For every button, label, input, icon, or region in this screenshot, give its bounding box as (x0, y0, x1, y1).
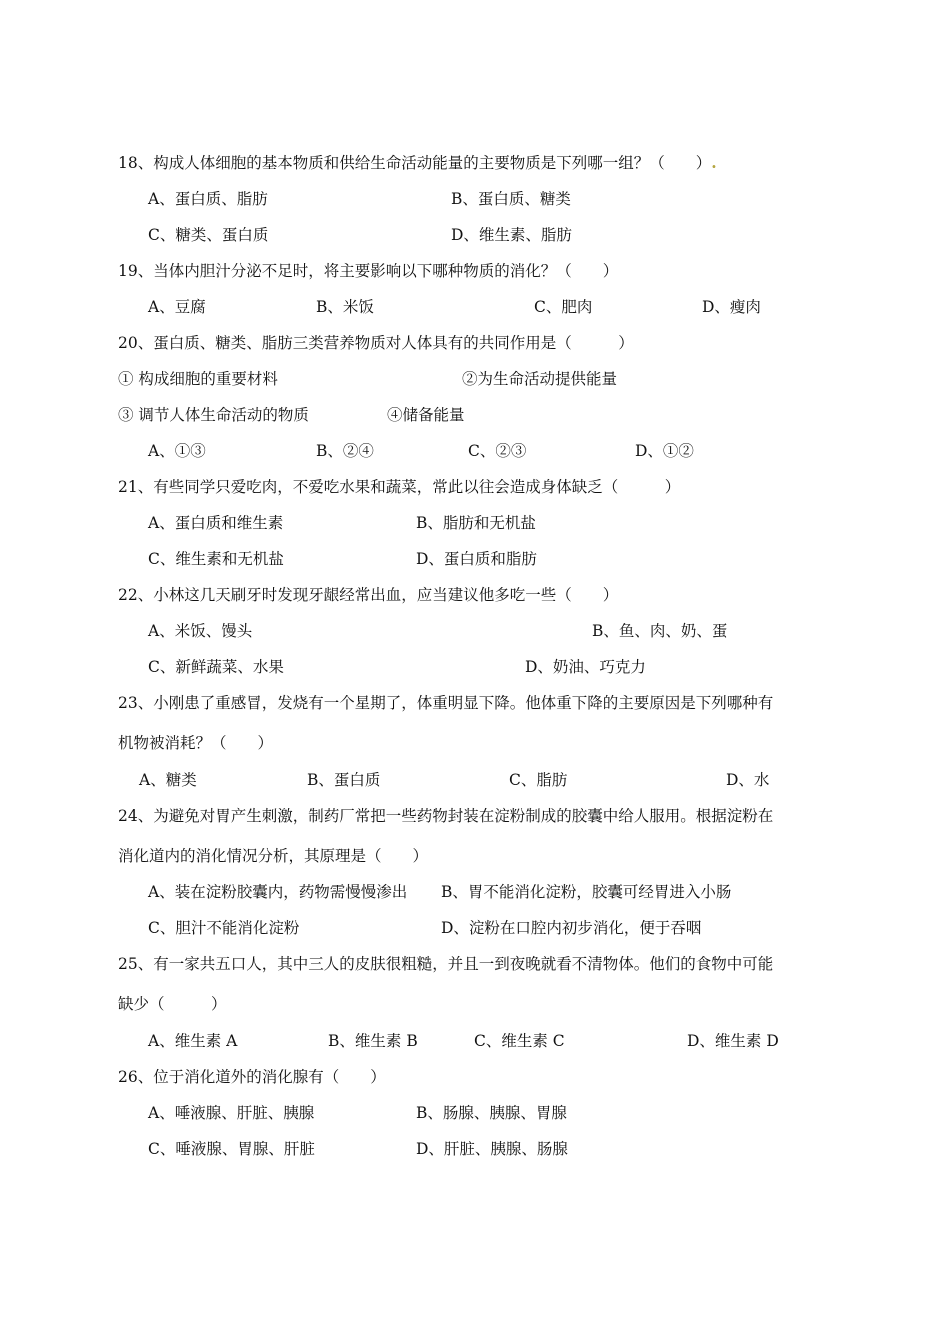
question-24-stem: 24、为避免对胃产生刺激，制药厂常把一些药物封装在淀粉制成的胶囊中给人服用。根据淀粉在 (118, 807, 774, 825)
question-19-stem: 19、当体内胆汁分泌不足时，将主要影响以下哪种物质的消化？（ ） (118, 262, 619, 280)
question-20-item-1: ① 构成细胞的重要材料 (118, 370, 278, 388)
question-26-option-b: B、肠腺、胰腺、胃腺 (416, 1104, 567, 1122)
question-23-option-a: A、糖类 (139, 771, 197, 789)
question-23-option-b: B、蛋白质 (307, 771, 381, 789)
question-26-option-a: A、唾液腺、肝脏、胰腺 (148, 1104, 315, 1122)
question-21-stem: 21、有些同学只爱吃肉，不爱吃水果和蔬菜，常此以往会造成身体缺乏（ ） (118, 478, 681, 496)
question-24-stem-continued: 消化道内的消化情况分析，其原理是（ ） (118, 847, 429, 865)
question-22-option-d: D、奶油、巧克力 (525, 658, 646, 676)
question-26-option-c: C、唾液腺、胃腺、肝脏 (148, 1140, 315, 1158)
question-20-item-4: ④储备能量 (387, 406, 465, 424)
question-22-option-c: C、新鲜蔬菜、水果 (148, 658, 284, 676)
question-25-option-d: D、维生素 D (687, 1032, 779, 1050)
question-25-option-b: B、维生素 B (328, 1032, 418, 1050)
question-21-option-c: C、维生素和无机盐 (148, 550, 284, 568)
question-19-option-a: A、豆腐 (148, 298, 206, 316)
question-18-option-d: D、维生素、脂肪 (451, 226, 572, 244)
question-24-option-a: A、装在淀粉胶囊内，药物需慢慢渗出 (148, 883, 408, 901)
question-20-item-2: ②为生命活动提供能量 (462, 370, 618, 388)
question-18-option-a: A、蛋白质、脂肪 (148, 190, 268, 208)
question-22-option-a: A、米饭、馒头 (148, 622, 253, 640)
question-25-stem-continued: 缺少（ ） (118, 995, 227, 1013)
question-19-option-c: C、肥肉 (534, 298, 593, 316)
question-21-option-a: A、蛋白质和维生素 (148, 514, 284, 532)
question-20-option-b: B、②④ (316, 442, 374, 460)
question-19-option-d: D、瘦肉 (702, 298, 761, 316)
question-18-stem: 18、构成人体细胞的基本物质和供给生命活动能量的主要物质是下列哪一组？（ ）. (118, 153, 717, 172)
question-20-option-d: D、①② (635, 442, 694, 460)
question-22-stem: 22、小林这几天刷牙时发现牙龈经常出血，应当建议他多吃一些（ ） (118, 586, 619, 604)
question-21-option-b: B、脂肪和无机盐 (416, 514, 536, 532)
question-18-mark: . (711, 153, 717, 172)
question-23-option-d: D、水 (726, 771, 770, 789)
question-18-option-c: C、糖类、蛋白质 (148, 226, 269, 244)
question-26-stem: 26、位于消化道外的消化腺有（ ） (118, 1068, 386, 1086)
question-23-stem: 23、小刚患了重感冒，发烧有一个星期了，体重明显下降。他体重下降的主要原因是下列哪种有 (118, 694, 774, 712)
question-19-option-b: B、米饭 (316, 298, 374, 316)
question-26-option-d: D、肝脏、胰腺、肠腺 (416, 1140, 568, 1158)
question-25-option-c: C、维生素 C (474, 1032, 565, 1050)
question-24-option-b: B、胃不能消化淀粉，胶囊可经胃进入小肠 (441, 883, 732, 901)
question-20-option-c: C、②③ (468, 442, 527, 460)
question-25-option-a: A、维生素 A (148, 1032, 238, 1050)
question-25-stem: 25、有一家共五口人，其中三人的皮肤很粗糙，并且一到夜晚就看不清物体。他们的食物中可能 (118, 955, 774, 973)
question-21-option-d: D、蛋白质和脂肪 (416, 550, 537, 568)
question-22-option-b: B、鱼、肉、奶、蛋 (592, 622, 728, 640)
question-24-option-d: D、淀粉在口腔内初步消化，便于吞咽 (441, 919, 702, 937)
question-20-item-3: ③ 调节人体生命活动的物质 (118, 406, 309, 424)
question-20-stem: 20、蛋白质、糖类、脂肪三类营养物质对人体具有的共同作用是（ ） (118, 334, 634, 352)
question-23-stem-continued: 机物被消耗？（ ） (118, 734, 274, 752)
question-24-option-c: C、胆汁不能消化淀粉 (148, 919, 300, 937)
question-23-option-c: C、脂肪 (509, 771, 568, 789)
question-18-option-b: B、蛋白质、糖类 (451, 190, 571, 208)
question-20-option-a: A、①③ (148, 442, 206, 460)
